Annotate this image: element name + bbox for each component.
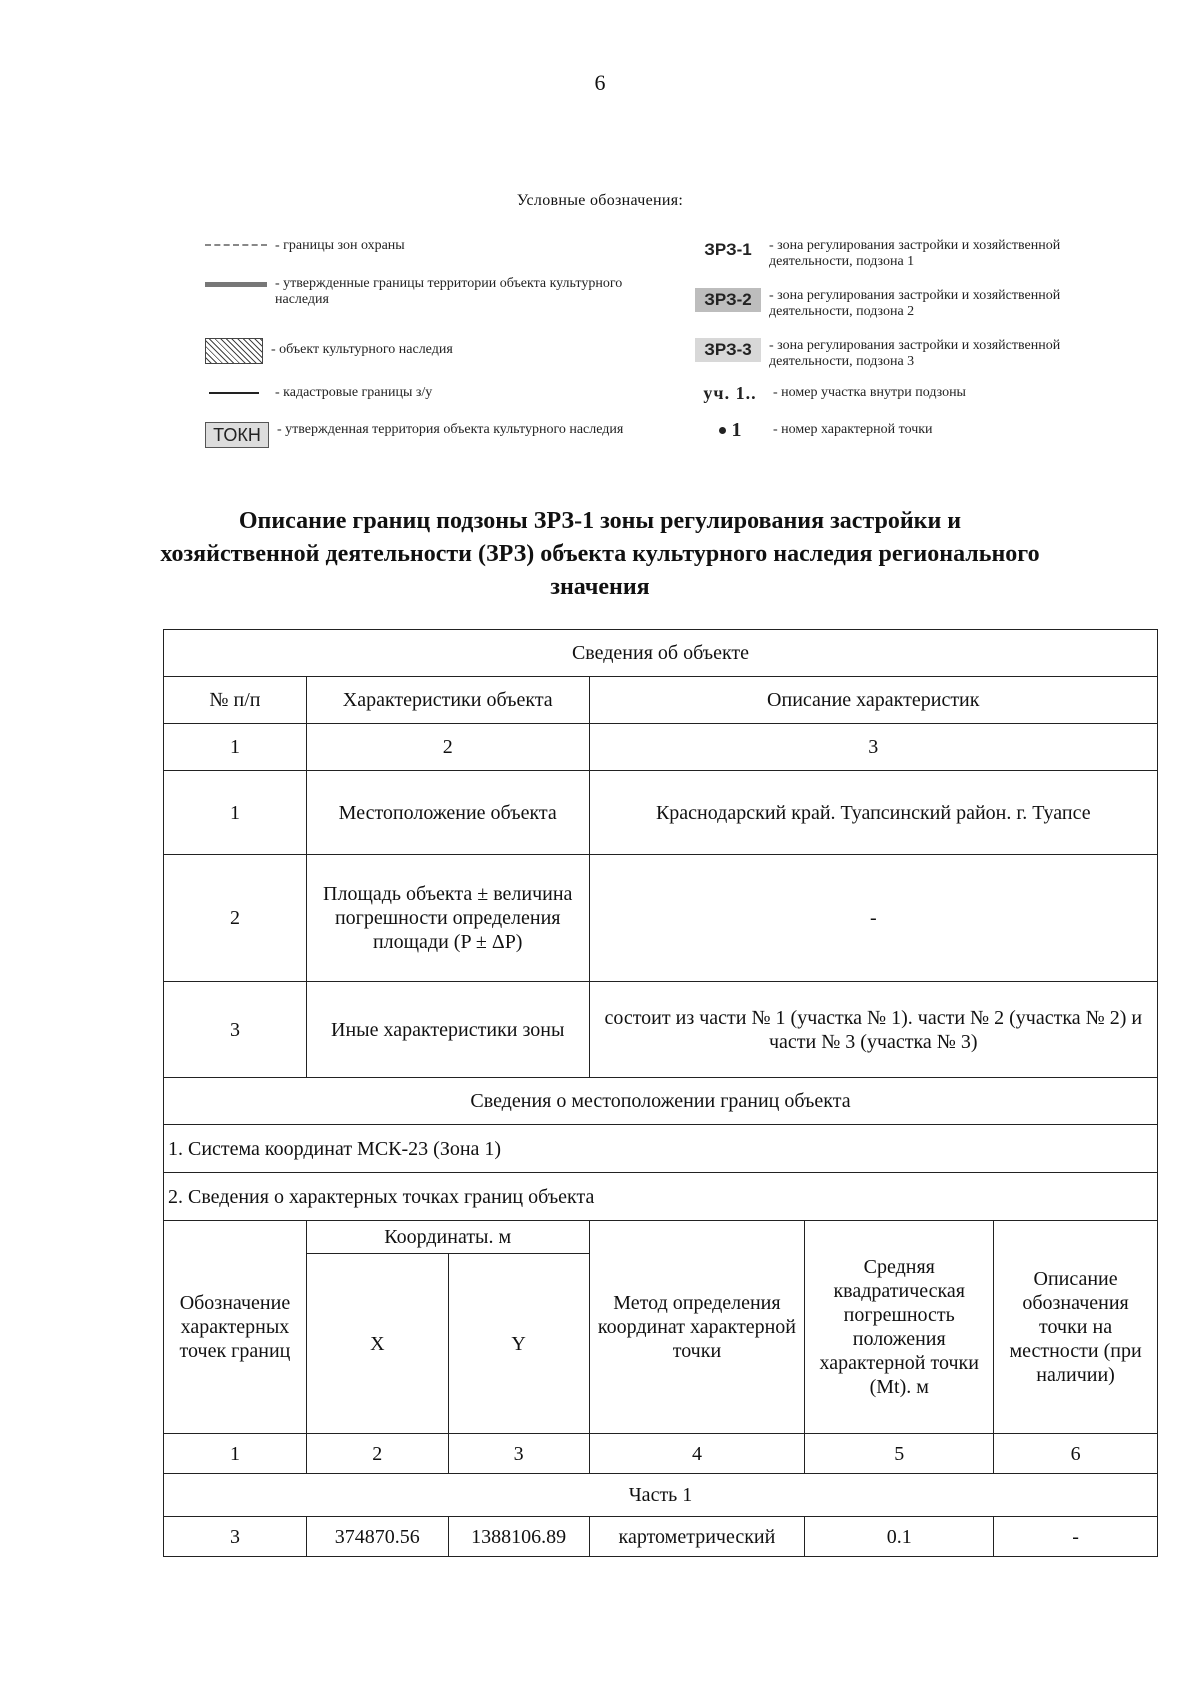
point-number-symbol: 1 [695,422,765,438]
col-number: 5 [805,1434,994,1474]
hatch-icon [205,338,263,364]
points-title: 2. Сведения о характерных точках границ объекта [164,1173,1158,1221]
col-number: 1 [164,724,307,771]
points-header-row [164,1221,1158,1254]
zrz3-symbol: ЗРЗ-3 [695,338,761,362]
thick-line-icon [205,276,267,287]
legend-item-plot-number: уч. 1.. - номер участка внутри подзоны [695,385,1115,401]
col-number: 3 [589,724,1157,771]
point-y: 1388106.89 [448,1517,589,1557]
point-method: картометрический [589,1517,805,1557]
table-row [164,855,1158,982]
row-num: 1 [164,771,307,855]
legend-item-zone-borders: - границы зон охраны [205,238,655,256]
legend-item-point-number: 1 - номер характерной точки [695,422,1115,438]
col-number-row [164,724,1158,771]
row-name: Иные характеристики зоны [306,982,589,1078]
row-name: Площадь объекта ± величина погрешности определения площади (P ± ΔP) [306,855,589,982]
header-method: Метод определения координат характерной точки [589,1221,805,1434]
page-number: 6 [594,70,606,95]
section-object-info: Сведения об объекте [164,630,1158,677]
col-number: 2 [306,1434,448,1474]
point-x: 374870.56 [306,1517,448,1557]
header-row [164,677,1158,724]
col-number: 4 [589,1434,805,1474]
row-num: 2 [164,855,307,982]
legend-item-zrz2: ЗРЗ-2 - зона регулирования застройки и хозяйственной деятельности, подзона 2 [695,288,1115,320]
coord-system: 1. Система координат МСК-23 (Зона 1) [164,1125,1158,1173]
row-name: Местоположение объекта [306,771,589,855]
document-title: Описание границ подзоны ЗРЗ-1 зоны регулирования застройки и хозяйственной деятельности (ЗРЗ) объекта культурного наследия регионального значения [160,508,1040,600]
col-number: 3 [448,1434,589,1474]
row-value: - [589,855,1157,982]
dashed-line-icon [205,238,267,256]
col-number: 1 [164,1434,307,1474]
col-number: 2 [306,724,589,771]
row-value: состоит из части № 1 (участка № 1). части № 2 (участка № 2) и части № 3 (участка № 3) [589,982,1157,1078]
legend-item-cadastral: - кадастровые границы з/у [205,385,655,401]
coord-system-row [164,1125,1158,1173]
row-num: 3 [164,982,307,1078]
zrz2-symbol: ЗРЗ-2 [695,288,761,312]
part-row [164,1474,1158,1517]
header-x: X [306,1254,448,1434]
point-dot-icon [719,427,726,434]
header-num: № п/п [164,677,307,724]
legend-item-zrz1: ЗРЗ-1 - зона регулирования застройки и хозяйственной деятельности, подзона 1 [695,238,1115,270]
header-designation: Обозначение характерных точек границ [164,1221,307,1434]
part-label: Часть 1 [164,1474,1158,1517]
table-row [164,982,1158,1078]
row-value: Краснодарский край. Туапсинский район. г. Туапсе [589,771,1157,855]
legend-item-approved-borders: - утвержденные границы территории объекта культурного наследия [205,276,635,308]
point-error: 0.1 [805,1517,994,1557]
table-row [164,771,1158,855]
header-characteristics: Характеристики объекта [306,677,589,724]
point-description: - [994,1517,1158,1557]
col-number: 6 [994,1434,1158,1474]
legend-item-zrz3: ЗРЗ-3 - зона регулирования застройки и хозяйственной деятельности, подзона 3 [695,338,1115,370]
section-location: Сведения о местоположении границ объекта [164,1078,1158,1125]
plot-number-symbol: уч. 1.. [703,383,757,403]
legend-item-tokn: ТОКН - утвержденная территория объекта культурного наследия [205,422,635,448]
header-point-description: Описание обозначения точки на местности (при наличии) [994,1221,1158,1434]
zrz1-symbol: ЗРЗ-1 [704,240,752,259]
header-y: Y [448,1254,589,1434]
legend-item-heritage-object: - объект культурного наследия [205,338,655,364]
header-coords: Координаты. м [306,1221,589,1254]
points-title-row [164,1173,1158,1221]
point-id: 3 [164,1517,307,1557]
thin-line-icon [205,385,267,394]
header-error: Средняя квадратическая погрешность положения характерной точки (Mt). м [805,1221,994,1434]
section-row-location [164,1078,1158,1125]
boundary-table [163,629,1158,1557]
legend-title: Условные обозначения: [516,192,684,209]
section-row-object-info [164,630,1158,677]
point-row [164,1517,1158,1557]
header-description: Описание характеристик [589,677,1157,724]
tokn-symbol: ТОКН [205,422,269,448]
points-col-number-row [164,1434,1158,1474]
